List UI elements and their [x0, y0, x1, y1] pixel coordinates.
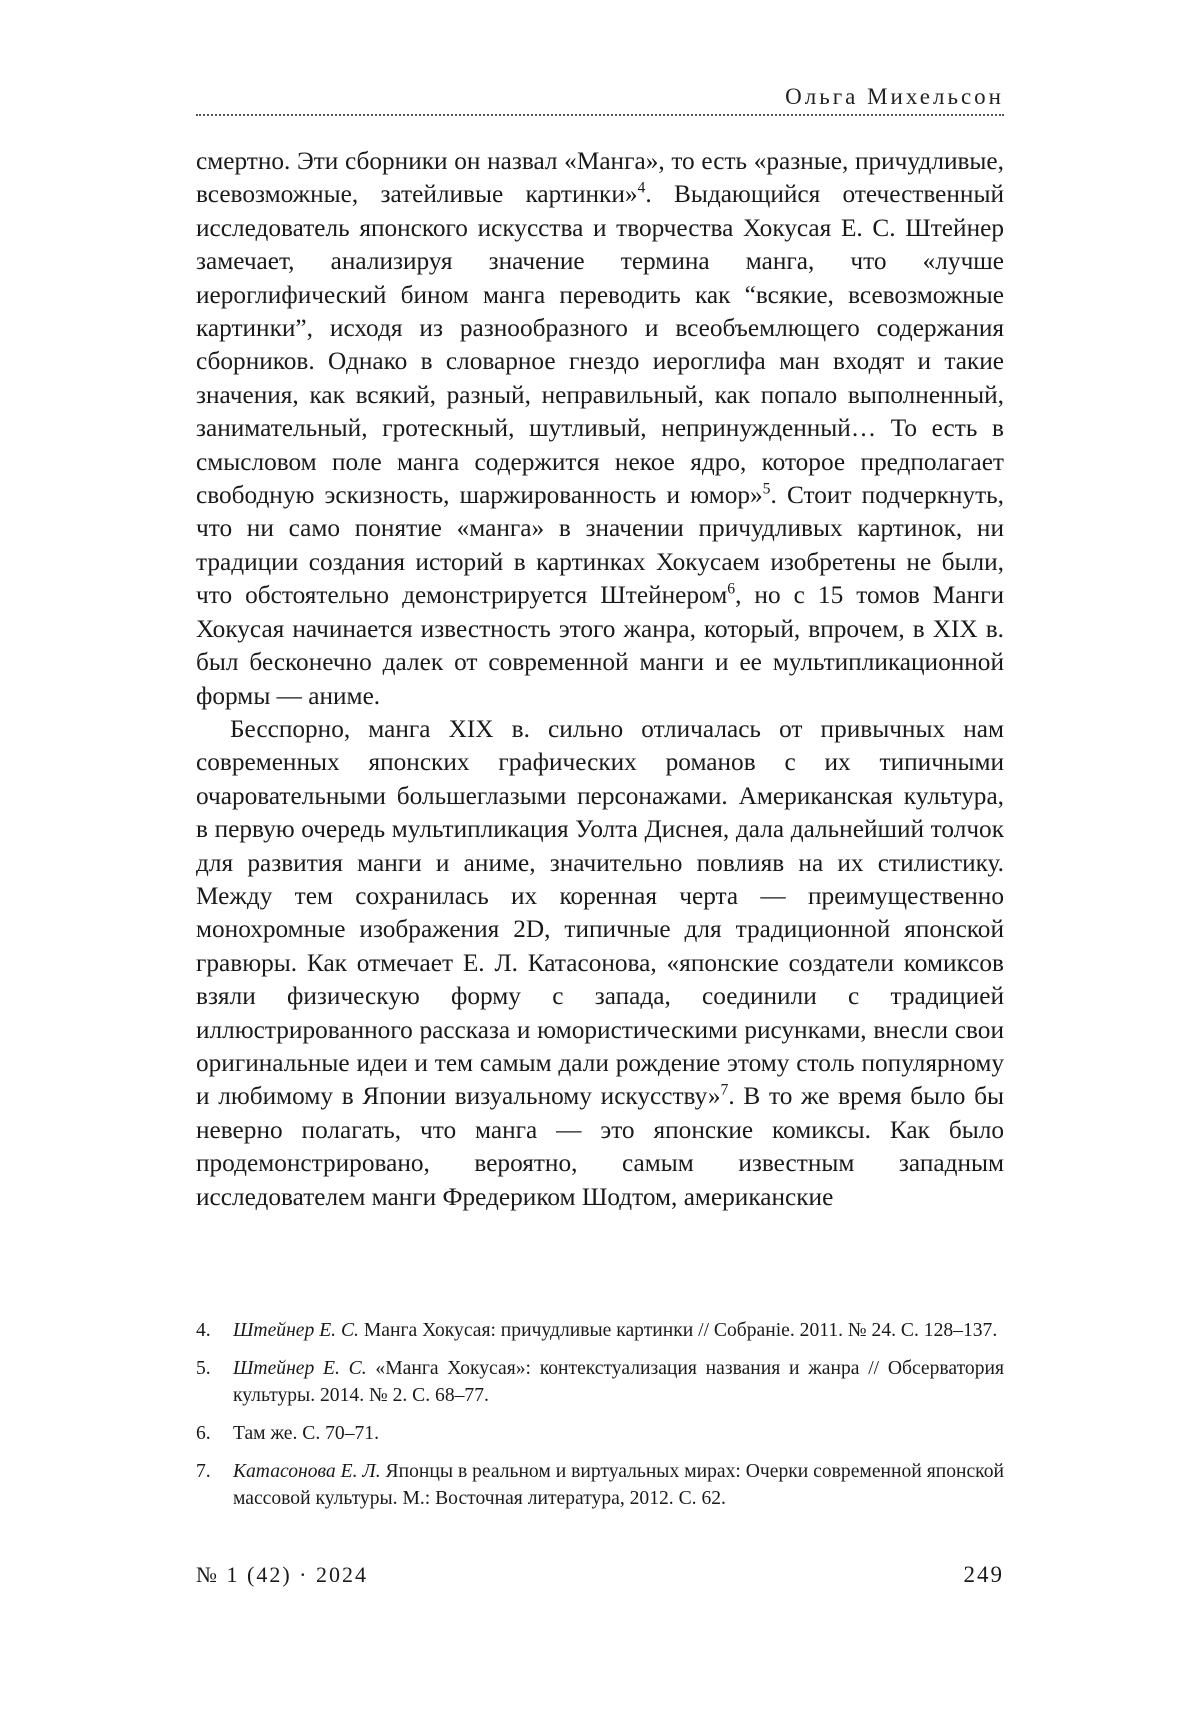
footnote-citation: Манга Хокусая: причудливые картинки // Собранiе. 2011. № 24. С. 128–137.	[358, 1320, 998, 1341]
footnote-5	[196, 1355, 1004, 1409]
footnote-author: Катасонова Е. Л.	[233, 1461, 381, 1482]
paragraph-2-text-a: Бесспорно, манга XIX в. сильно отличалась от привычных нам современных японских графических романов с их типичными очаровательными большеглазыми персонажами. Американская культура, в первую очередь мультипликация Уолта Диснея, дала дальнейший толчок для развития манги и аниме, значительно повлияв на их стилистику. Между тем сохранилась их коренная черта — преимущественно монохромные изображения 2D, типичные для традиционной японской гравюры. Как отмечает Е. Л. Катасонова, «японские создатели комиксов взяли физическую форму с запада, соединили с традицией иллюстрированного рассказа и юмористическими рисунками, внесли свои оригинальные идеи и тем самым дали рождение этому столь популярному и любимому в Японии визуальному искусству»	[196, 714, 1004, 1111]
footnote-7	[196, 1458, 1004, 1512]
footnote-text	[233, 1355, 1004, 1409]
footnotes	[196, 1317, 1004, 1523]
footnote-ref-7[interactable]: 7	[720, 1081, 729, 1099]
paragraph-1-text-d: , но с 15 томов Манги Хокусая начинается известность этого жанра, который, впрочем, в XIX в. был бесконечно далек от современной манги и ее мультипликационной формы — аниме.	[196, 581, 1004, 710]
footnote-number: 7.	[196, 1461, 211, 1482]
footnote-text	[233, 1317, 1004, 1344]
paragraph-2-text-b: . В то же время было бы неверно полагать, что манга — это японские комиксы. Как было продемонстрировано, вероятно, самым известным западным исследователем манги Фредериком Шодтом, американские	[196, 1082, 1004, 1211]
footnote-6	[196, 1420, 1004, 1447]
footnote-ref-5[interactable]: 5	[762, 480, 771, 498]
paragraph-1	[196, 145, 1004, 713]
page-number: 249	[963, 1562, 1004, 1587]
running-title: Ольга Михельсон	[785, 84, 1004, 109]
footnote-number: 4.	[196, 1320, 211, 1341]
paragraph-2	[196, 713, 1004, 1214]
footnote-ref-4[interactable]: 4	[637, 179, 646, 197]
footnote-text	[233, 1458, 1004, 1512]
footnote-ref-6[interactable]: 6	[727, 580, 736, 598]
main-text	[196, 145, 1004, 1214]
paragraph-1-text-a: смертно. Эти сборники он назвал «Манга», то есть «разные, причудливые, всевозможные, затейливые картинки»	[196, 147, 1004, 209]
footnote-citation: Там же. С. 70–71.	[233, 1423, 379, 1444]
footnote-number: 6.	[196, 1423, 211, 1444]
footnote-citation: «Манга Хокусая»: контекстуализация названия и жанра // Обсерватория культуры. 2014. № 2. С. 68–77.	[233, 1358, 1004, 1406]
footnote-text	[233, 1420, 1004, 1447]
paragraph-1-text-b: . Выдающийся отечественный исследователь японского искусства и творчества Хокусая Е. С. Штейнер замечает, анализируя значение термина манга, что «лучше иероглифический бином манга переводить как “всякие, всевозможные картинки”, исходя из разнообразного и всеобъемлющего содержания сборников. Однако в словарное гнездо иероглифа ман входят и такие значения, как всякий, разный, неправильный, как попало выполненный, занимательный, гротескный, шутливый, непринужденный… То есть в смысловом поле манга содержится некое ядро, которое предполагает свободную эскизность, шаржированность и юмор»	[196, 180, 1004, 510]
header-dotted-rule	[196, 114, 1004, 116]
footnote-number: 5.	[196, 1358, 211, 1379]
footnote-author: Штейнер Е. С.	[233, 1320, 359, 1341]
footnote-citation: Японцы в реальном и виртуальных мирах: Очерки современной японской массовой культуры. М.: Восточная литература, 2012. С. 62.	[233, 1461, 1004, 1509]
footnote-4	[196, 1317, 1004, 1344]
issue-info: № 1 (42) · 2024	[196, 1562, 368, 1587]
footnote-author: Штейнер Е. С.	[233, 1358, 367, 1379]
paragraph-1-text-c: . Стоит подчеркнуть, что ни само понятие «манга» в значении причудливых картинок, ни традиции создания историй в картинках Хокусаем изобретены не были, что обстоятельно демонстрируется Штейнером	[196, 481, 1004, 610]
